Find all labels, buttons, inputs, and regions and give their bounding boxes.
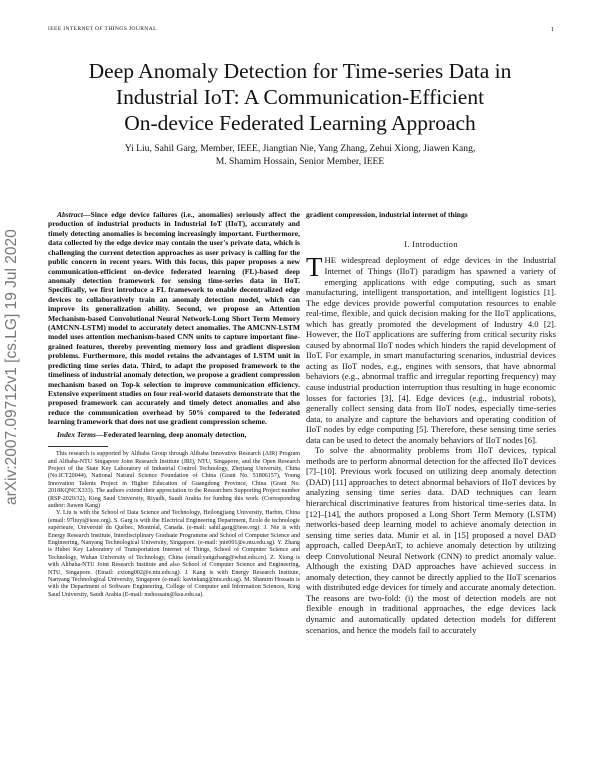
introduction-body [306, 252, 556, 635]
footnote-rule [48, 446, 108, 447]
running-head: IEEE INTERNET OF THINGS JOURNAL [48, 26, 157, 32]
title-line: On-device Federated Learning Approach [124, 111, 476, 135]
title-line: Deep Anomaly Detection for Time-series Data in [88, 59, 512, 83]
left-column [48, 210, 300, 599]
footnote-affiliations: Y. Liu is with the School of Data Science and Technology, Heilongjiang University, Harbin, China (email: 97liuyi@ieee.org). S. Garg is with the Electrical Engineering Department, École de technologie supérieure, Université du Québec, Montréal, Canada. (e-mail: sahil.garg@ieee.org). J. Nie is with Energy Research Institute, Interdisciplinary Graduate Programme and School of Computer Science and Engineering, Nanyang Technological University, Singapore. (e-mail: jnie001@e.ntu.edu.sg). Y. Zhang is Hubei Key Laboratory of Transportation Internet of Things, School of Computer Science and Technology, Wuhan University of Technology, China (email:yangzhang@whut.edu.cn). Z. Xiong is with Alibaba-NTU Joint Research Institute and also School of Computer Science and Engineering, NTU, Singapore. (Email: zxiong002@e.ntu.edu.sg). J. Kang is with Energy Research Institute, Nanyang Technological University, Singapore (e-mail: kavinkang@ntu.edu.sg). M. Shamim Hossain is with the Department of Software Engineering, College of Computer and Information Sciences, King Saud University, Saudi Arabia (E-mail: mshossain@ksu.edu.sa). [48, 510, 300, 598]
page-number: 1 [550, 26, 554, 33]
intro-paragraph-1-text: HE widespread deployment of edge devices in the Industrial Internet of Things (IIoT) paradigm has spawned a variety of emerging applications with edge computing, such as smart manufacturing, intelligent transportation, and intelligent logistics [1]. The edge devices provide powerful computation resources to enable real-time, flexible, and quick decision making for the IIoT applications, which has greatly promoted the development of Industry 4.0 [2]. However, the IIoT applications are suffering from critical security risks caused by abnormal IIoT nodes which hinders the rapid development of IIoT. For example, in smart manufacturing scenarios, industrial devices acting as IIoT nodes, e.g., engines with sensors, that have abnormal behaviors (e.g., abnormal traffic and irregular reporting frequency) may cause industrial production interruption thus resulting in huge economic losses for factories [3], [4]. Edge devices (e.g., industrial robots), generally collect sensing data from IIoT nodes, especially time-series data, to analyze and capture the behaviors and operating condition of IIoT nodes by edge computing [5]. Therefore, these sensing time series data can be used to detect the anomaly behaviors of IIoT nodes [6]. [306, 255, 556, 445]
right-column [306, 210, 556, 635]
abstract [48, 210, 300, 427]
abstract-label: Abstract [57, 210, 83, 219]
index-terms [48, 430, 300, 439]
index-terms-label: Index Terms [57, 429, 96, 439]
drop-cap: T [306, 252, 323, 283]
author-line: M. Shamim Hossain, Senior Member, IEEE [215, 155, 385, 167]
paper-title [30, 58, 570, 136]
intro-paragraph-2: To solve the abnormality problems from IIoT devices, typical methods are to perform abnormal detection for the affected IIoT devices [7]–[10]. Previous work focused on utilizing deep anomaly detection (DAD) [11] approaches to detect abnormal behaviors of IIoT devices by analyzing sensing time series data. DAD techniques can learn hierarchical discriminative features from historical time-series data. In [12]–[14], the authors proposed a Long Short Term Memory (LSTM) networks-based deep learning model to achieve anomaly detection in sensing time series data. Munir et al. in [15] proposed a novel DAD approach, called DeepAnT, to achieve anomaly detection by utilizing deep Convolutional Neural Network (CNN) to predict anomaly value. Although the existing DAD approaches have achieved success in anomaly detection, they cannot be directly applied to the IIoT scenarios with distributed edge devices for timely and accurate anomaly detection. The reasons are two-fold: (i) the most of detection models are not flexible enough in traditional approaches, the edge devices lack dynamic and automatically updated detection models for different scenarios, and hence the models fail to accurately [306, 445, 556, 635]
intro-paragraph-1 [306, 252, 556, 445]
author-line: Yi Liu, Sahil Garg, Member, IEEE, Jiangtian Nie, Yang Zhang, Zehui Xiong, Jiawen Kang, [124, 143, 476, 154]
index-terms-text: —Federated learning, deep anomaly detection, [95, 429, 247, 439]
title-line: Industrial IoT: A Communication-Efficient [115, 85, 485, 109]
author-list [40, 143, 560, 168]
arxiv-stamp[interactable]: arXiv:2007.09712v1 [cs.LG] 19 Jul 2020 [3, 229, 20, 505]
section-heading-introduction: I. Introduction [404, 239, 458, 250]
index-terms-continuation: gradient compression, industrial internet of things [306, 210, 468, 219]
abstract-text: —Since edge device failures (i.e., anomalies) seriously affect the production of industrial products in Industrial IoT (IIoT), accurately and timely detecting anomalies is becoming increasingly important. Furthermore, data collected by the edge device may contain the user's private data, which is challenging the current detection approaches as user privacy is calling for the public concern in recent years. With this focus, this paper proposes a new communication-efficient on-device federated learning (FL)-based deep anomaly detection framework for sensing time-series data in IIoT. Specifically, we first introduce a FL framework to enable decentralized edge devices to collaboratively train an anomaly detection model, which can improve its generalization ability. Second, we propose an Attention Mechanism-based Convolutional Neural Network-Long Short Term Memory (AMCNN-LSTM) model to accurately detect anomalies. The AMCNN-LSTM model uses attention mechanism-based CNN units to capture important fine-grained features, thereby preventing memory loss and gradient dispersion problems. Furthermore, this model retains the advantages of LSTM unit in predicting time series data. Third, to adapt the proposed framework to the timeliness of industrial anomaly detection, we propose a gradient compression mechanism based on Top-k selection to improve communication efficiency. Extensive experiment studies on four real-world datasets demonstrate that the proposed framework can accurately and timely detect anomalies and also reduce the communication overhead by 50% compared to the federated learning framework that does not use gradient compression scheme. [48, 210, 300, 427]
footnote-funding: This research is supported by Alibaba Group through Alibaba Innovative Research (AIR) Program and Alibaba-NTU Singapore Joint Research Institute (JRI), NTU, Singapore, and the Open Research Project of the State Key Laboratory of Industrial Control Technology, Zhejiang University, China (No.ICT20044), National Natural Science Foundation of China (Grant No. 51806157), Young Innovation Talents Project in Higher Education of Guangdong Province, China (Grant No. 2018KQNCX333). The authors extend their appreciation to the Researchers Supporting Project number (RSP-2020/32), King Saud University, Riyadh, Saudi Arabia for funding this work. (Corresponding author: Jiawen Kang) [48, 451, 300, 509]
footnote [48, 451, 300, 599]
